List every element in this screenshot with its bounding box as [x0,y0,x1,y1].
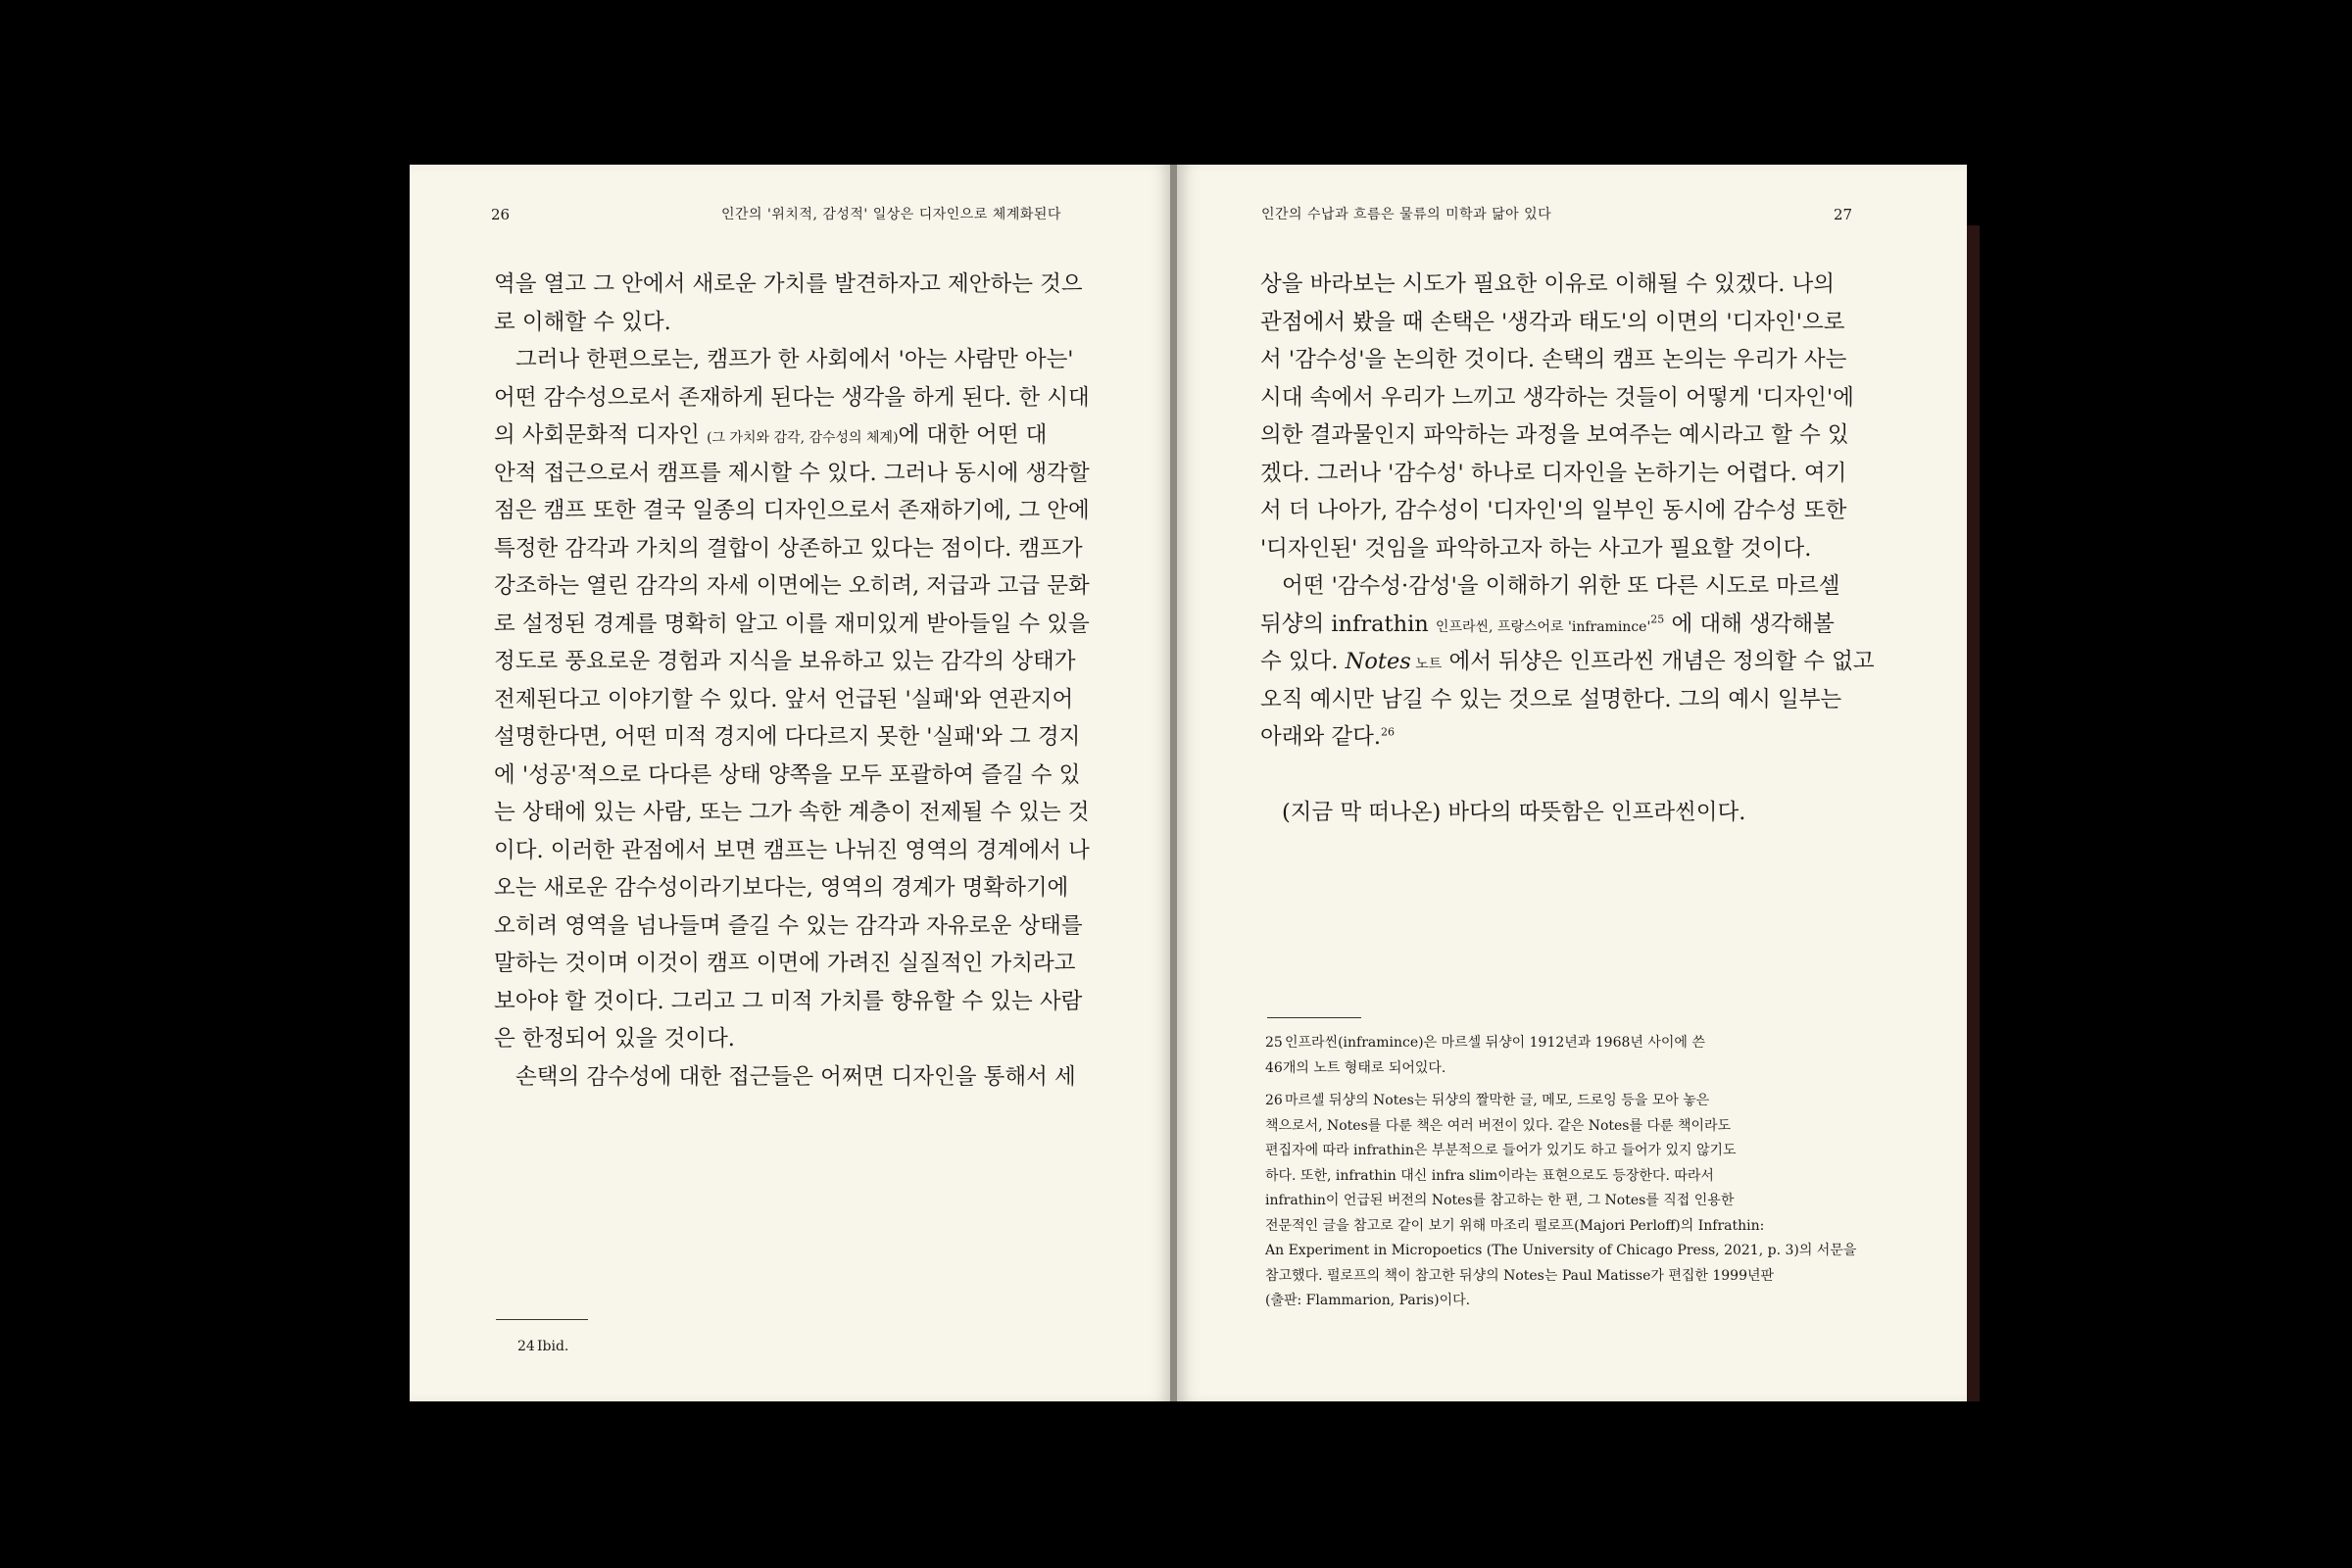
text-line: 수 있다. Notes 노트 에서 뒤샹은 인프라씬 개념은 정의할 수 없고 [1260,649,1875,674]
footnote-text: Ibid. [537,1339,569,1354]
text-line: 손택의 감수성에 대한 접근들은 어쩌면 디자인을 통해서 세 [515,1063,1076,1090]
text-line: 시대 속에서 우리가 느끼고 생각하는 것들이 어떻게 '디자인'에 [1260,384,1854,411]
parenthetical-note: (그 가치와 감각, 감수성의 체계) [707,430,899,446]
text-line: 로 이해할 수 있다. [494,309,671,335]
text-line: 전제된다고 이야기할 수 있다. 앞서 언급된 '실패'와 연관지어 [494,686,1074,712]
page-number: 27 [1834,206,1853,223]
text-line: 특정한 감각과 가치의 결합이 상존하고 있다는 점이다. 캠프가 [494,535,1083,562]
footnote-26: 26 마르셀 뒤샹의 Notes는 뒤샹의 짤막한 글, 메모, 드로잉 등을 모아 놓은 책으로서, Notes를 다룬 책은 여러 버전이 있다. 같은 Notes를 다룬 책이라도 편집자에 따라 infrathin은 부분적으로 들어가 있기도 하고 들어가 있지 않기도 하다. 또한, infrathin 대신 infra slim이라는 표현으로도 등장한다. 따라서 infrathin이 언급된 버전의 Notes를 참고하는 한 편, 그 Notes를 직접 인용한 전문적인 글을 참고로 같이 보기 위해 마조리 펄로프(Majori Perloff)의 Infrathin: An Experiment in Micropoetics (The University of Chicago Press, 2021, p. 3)의 서문을 참고했다. 펄로프의 책이 참고한 뒤샹의 Notes는 Paul Matisse가 편집한 1999년판 (출판: Flammarion, Paris)이다. [1265,1089,1856,1314]
text-line: 서 더 나아가, 감수성이 '디자인'의 일부인 동시에 감수성 또한 [1260,498,1847,523]
footnote-number: 24 [517,1339,535,1354]
text-line: 는 상태에 있는 사람, 또는 그가 속한 계층이 전제될 수 있는 것 [494,800,1090,825]
text-line: 어떤 감수성으로서 존재하게 된다는 생각을 하게 된다. 한 시대 [494,384,1090,411]
footnote-rule [496,1319,588,1320]
text-line: 설명한다면, 어떤 미적 경지에 다다르지 못한 '실패'와 그 경지 [494,724,1081,750]
body-text [1260,266,1875,832]
text-line: 은 한정되어 있을 것이다. [494,1026,735,1052]
text-line: 안적 접근으로서 캠프를 제시할 수 있다. 그러나 동시에 생각할 [494,460,1090,486]
text-line: 의한 결과물인지 파악하는 과정을 보여주는 예시라고 할 수 있 [1260,422,1849,448]
text-line: 말하는 것이며 이것이 캠프 이면에 가려진 실질적인 가치라고 [494,951,1076,976]
footnote-25: 25 인프라씬(inframince)은 마르셀 뒤샹이 1912년과 1968년 사이에 쓴 46개의 노트 형태로 되어있다. [1265,1031,1705,1081]
parenthetical-note: 인프라씬, 프랑스어로 'inframince' [1435,618,1651,635]
text-line: 서 '감수성'을 논의한 것이다. 손택의 캠프 논의는 우리가 사는 [1260,347,1847,372]
text-line: 오히려 영역을 넘나들며 즐길 수 있는 감각과 자유로운 상태를 [494,912,1083,939]
notes-title: Notes [1345,649,1411,674]
text-line: 이다. 이러한 관점에서 보면 캠프는 나뉘진 영역의 경계에서 나 [494,837,1090,863]
quote-line: (지금 막 떠나온) 바다의 따뜻함은 인프라씬이다. [1282,800,1746,825]
text-line: 관점에서 봤을 때 손택은 '생각과 태도'의 이면의 '디자인'으로 [1260,309,1845,335]
footnote-ref-25[interactable]: 25 [1650,612,1665,625]
left-page [410,165,1172,1401]
footnote-ref-26[interactable]: 26 [1380,725,1395,739]
footnote-number: 26 [1265,1093,1283,1108]
text-line: 뒤샹의 infrathin 인프라씬, 프랑스어로 '$inframince'^{25}$ 에 대해 생각해볼 [1260,611,1835,637]
text-line: 에 '성공'적으로 다다른 상태 양쪽을 모두 포괄하여 즐길 수 있 [494,761,1081,788]
text-line: 어떤 '감수성·감성'을 이해하기 위한 또 다른 시도로 마르셀 [1282,573,1840,599]
footnote-number: 25 [1265,1035,1283,1051]
text-line: 로 설정된 경계를 명확히 알고 이를 재미있게 받아들일 수 있을 [494,611,1090,637]
text-line: 점은 캠프 또한 결국 일종의 디자인으로서 존재하기에, 그 안에 [494,498,1090,523]
body-text [494,266,1090,1096]
text-line: 정도로 풍요로운 경험과 지식을 보유하고 있는 감각의 상태가 [494,649,1076,674]
page-number: 26 [491,206,511,223]
book-spread [410,165,1980,1401]
text-line: 보아야 할 것이다. 그리고 그 미적 가치를 향유할 수 있는 사람 [494,988,1083,1014]
right-page [1177,165,1967,1401]
text-line: 강조하는 열린 감각의 자세 이면에는 오히려, 저급과 고급 문화 [494,573,1090,599]
back-cover-edge [1965,225,1980,1401]
text-line: 오는 새로운 감수성이라기보다는, 영역의 경계가 명확하기에 [494,875,1069,901]
running-head: 인간의 수납과 흐름은 물류의 미학과 닮아 있다 [1261,207,1552,222]
running-head: 인간의 '위치적, 감성적' 일상은 디자인으로 체계화된다 [721,207,1061,222]
text-line: 그러나 한편으로는, 캠프가 한 사회에서 '아는 사람만 아는' [515,347,1074,372]
footnote-rule [1267,1017,1361,1018]
text-line: 겠다. 그러나 '감수성' 하나로 디자인을 논하기는 어렵다. 여기 [1260,460,1847,486]
text-line: '디자인된' 것임을 파악하고자 하는 사고가 필요할 것이다. [1260,535,1812,562]
text-line: 의 사회문화적 디자인 (그 가치와 감각, 감수성의 체계)에 대한 어떤 대 [494,422,1048,448]
text-line: 상을 바라보는 시도가 필요한 이유로 이해될 수 있겠다. 나의 [1260,271,1836,297]
text-line: 오직 예시만 남길 수 있는 것으로 설명한다. 그의 예시 일부는 [1260,686,1842,712]
footnote-24 [517,1335,568,1360]
text-line: 역을 열고 그 안에서 새로운 가치를 발견하자고 제안하는 것으 [494,271,1083,297]
text-line: 아래와 같다.$^{26}$ [1260,724,1395,750]
